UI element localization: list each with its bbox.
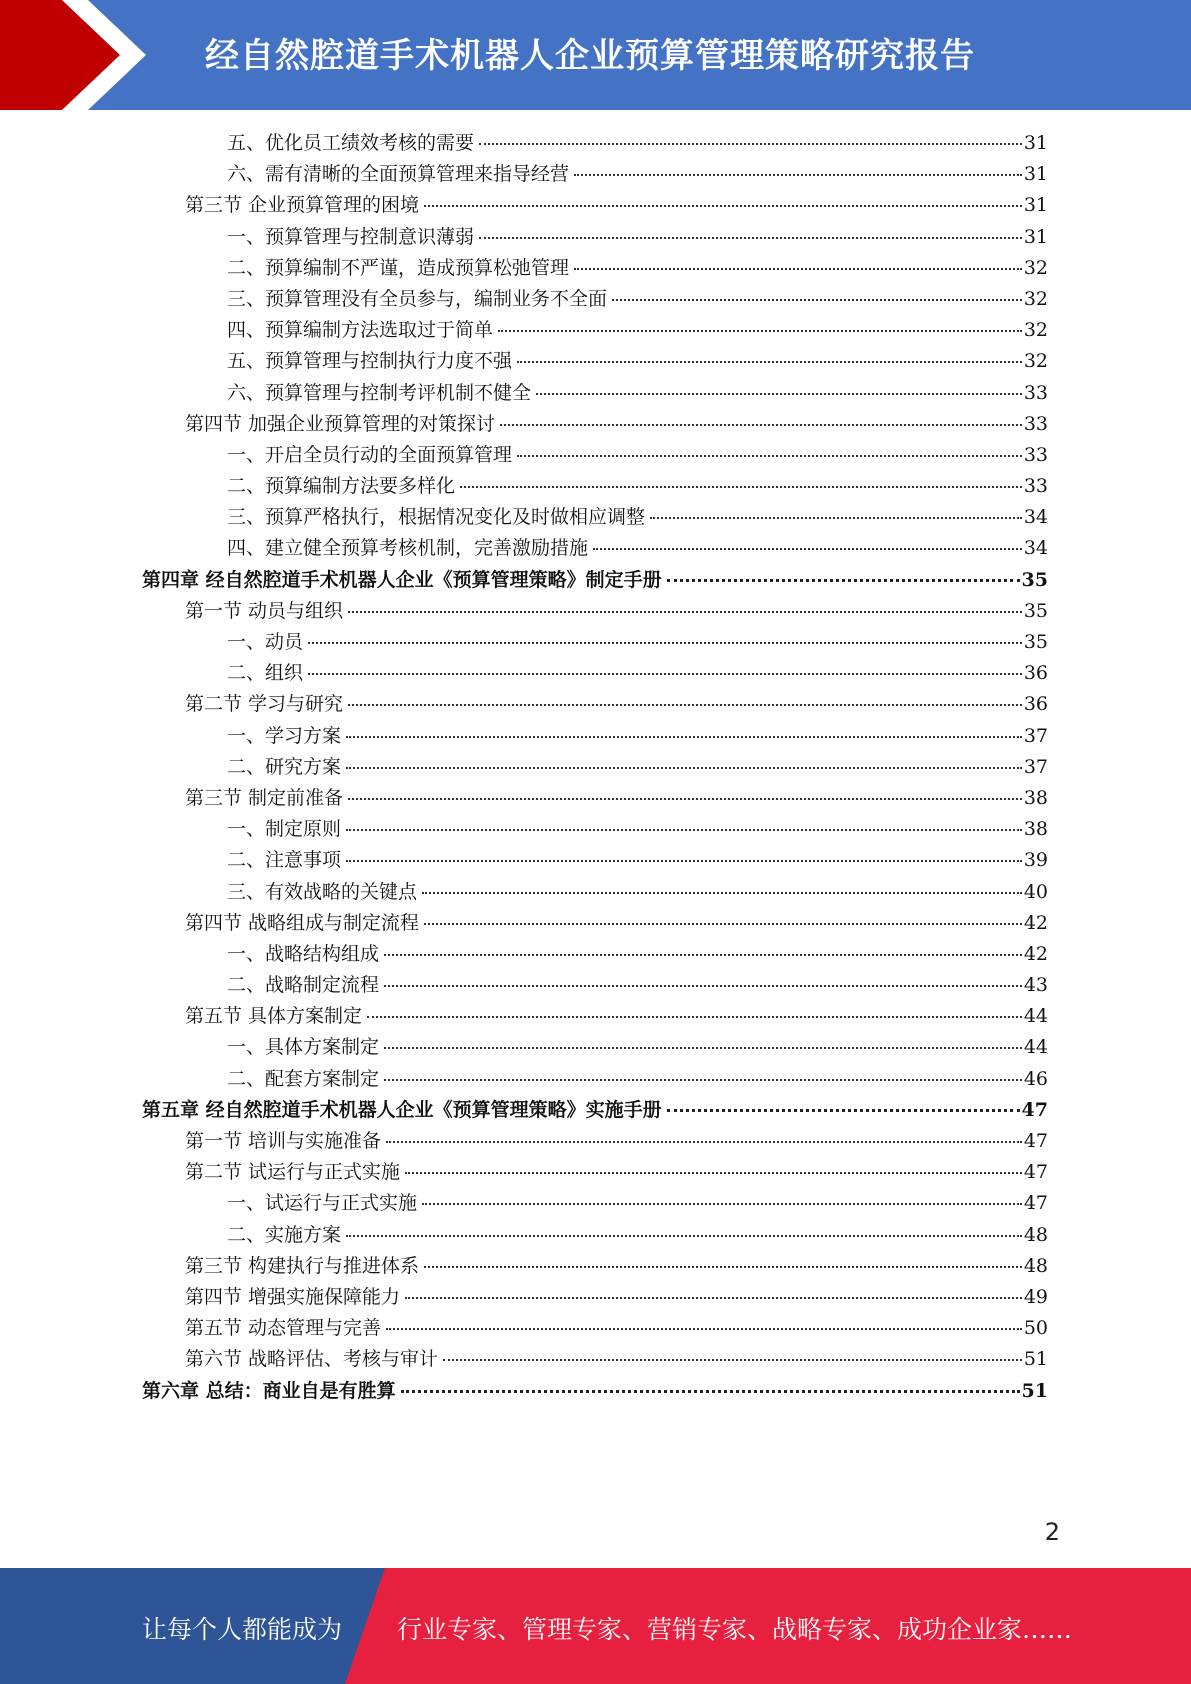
header-chevron-decoration <box>0 0 150 110</box>
toc-entry-title: 一、预算管理与控制意识薄弱 <box>227 225 475 248</box>
toc-entry[interactable] <box>142 128 1048 159</box>
toc-entry-title: 一、试运行与正式实施 <box>227 1192 418 1215</box>
toc-entry-page: 37 <box>1023 755 1048 778</box>
toc-entry-title: 二、战略制定流程 <box>227 974 380 997</box>
toc-entry-page: 33 <box>1023 412 1048 435</box>
toc-dot-leader <box>424 1266 1022 1268</box>
toc-entry-title: 五、预算管理与控制执行力度不强 <box>227 350 513 373</box>
toc-entry-title: 第三节 制定前准备 <box>185 786 344 809</box>
toc-entry-page: 50 <box>1023 1317 1048 1340</box>
toc-dot-leader <box>348 611 1022 613</box>
toc-entry-page: 32 <box>1023 319 1048 342</box>
toc-entry[interactable] <box>142 1001 1048 1032</box>
toc-entry-title: 二、预算编制不严谨，造成预算松弛管理 <box>227 256 570 279</box>
toc-entry-page: 47 <box>1021 1098 1048 1121</box>
toc-dot-leader <box>367 1016 1022 1018</box>
toc-entry-page: 35 <box>1023 599 1048 622</box>
toc-entry-title: 四、预算编制方法选取过于简单 <box>227 319 494 342</box>
toc-dot-leader <box>346 860 1022 862</box>
toc-entry-title: 第六节 战略评估、考核与审计 <box>185 1348 439 1371</box>
toc-entry-page: 47 <box>1023 1161 1048 1184</box>
toc-dot-leader <box>424 923 1022 925</box>
toc-entry-title: 二、研究方案 <box>227 755 342 778</box>
toc-entry[interactable] <box>142 471 1048 502</box>
toc-entry-page: 42 <box>1023 942 1048 965</box>
toc-entry-title: 第二节 学习与研究 <box>185 693 344 716</box>
toc-dot-leader <box>667 1109 1020 1112</box>
toc-dot-leader <box>384 1047 1022 1049</box>
toc-entry[interactable] <box>142 627 1048 658</box>
toc-entry[interactable] <box>142 939 1048 970</box>
toc-dot-leader <box>346 1235 1022 1237</box>
toc-dot-leader <box>500 424 1022 426</box>
toc-entry[interactable] <box>142 378 1048 409</box>
toc-dot-leader <box>593 548 1022 550</box>
toc-entry[interactable] <box>142 845 1048 876</box>
toc-entry-page: 34 <box>1023 506 1048 529</box>
toc-entry-page: 48 <box>1023 1223 1048 1246</box>
toc-entry-page: 38 <box>1023 818 1048 841</box>
toc-entry[interactable] <box>142 565 1048 596</box>
toc-entry-page: 31 <box>1023 132 1048 154</box>
toc-entry[interactable] <box>142 533 1048 564</box>
toc-entry[interactable] <box>142 783 1048 814</box>
toc-dot-leader <box>517 455 1022 457</box>
footer-slogan-right: 行业专家、管理专家、营销专家、战略专家、成功企业家…… <box>397 1615 1073 1644</box>
toc-dot-leader <box>401 1390 1020 1393</box>
toc-dot-leader <box>479 143 1022 145</box>
toc-entry-title: 第四节 增强实施保障能力 <box>185 1285 401 1308</box>
page-number: 2 <box>1044 1518 1060 1546</box>
table-of-contents <box>142 128 1048 1407</box>
toc-entry-title: 一、战略结构组成 <box>227 942 380 965</box>
toc-dot-leader <box>667 579 1020 582</box>
toc-entry-title: 第一节 动员与组织 <box>185 599 344 622</box>
toc-entry-title: 四、建立健全预算考核机制，完善激励措施 <box>227 537 589 560</box>
toc-entry-page: 47 <box>1023 1130 1048 1152</box>
toc-entry-title: 六、预算管理与控制考评机制不健全 <box>227 381 532 404</box>
document-title: 经自然腔道手术机器人企业预算管理策略研究报告 <box>205 36 975 76</box>
toc-entry-title: 第五节 具体方案制定 <box>185 1005 363 1028</box>
toc-entry[interactable] <box>142 1344 1048 1375</box>
page-footer <box>0 1568 1191 1684</box>
toc-entry[interactable] <box>142 1064 1048 1095</box>
toc-dot-leader <box>479 237 1022 239</box>
toc-entry-page: 51 <box>1023 1348 1048 1371</box>
toc-dot-leader <box>308 673 1022 675</box>
toc-entry-page: 32 <box>1023 256 1048 279</box>
toc-dot-leader <box>422 1203 1022 1205</box>
toc-entry-page: 44 <box>1023 1005 1048 1028</box>
toc-dot-leader <box>517 361 1022 363</box>
toc-entry[interactable] <box>142 440 1048 471</box>
toc-entry-page: 49 <box>1023 1285 1048 1308</box>
toc-entry-title: 三、预算管理没有全员参与，编制业务不全面 <box>227 287 608 310</box>
toc-entry-page: 31 <box>1023 225 1048 248</box>
toc-entry-page: 47 <box>1023 1192 1048 1215</box>
toc-entry[interactable] <box>142 253 1048 284</box>
toc-entry-page: 36 <box>1023 662 1048 685</box>
toc-entry-page: 31 <box>1023 194 1048 217</box>
toc-entry[interactable] <box>142 222 1048 253</box>
toc-entry[interactable] <box>142 502 1048 533</box>
toc-dot-leader <box>422 892 1022 894</box>
toc-entry[interactable] <box>142 1126 1048 1157</box>
toc-entry-title: 六、需有清晰的全面预算管理来指导经营 <box>227 163 570 186</box>
toc-entry[interactable] <box>142 596 1048 627</box>
toc-entry-page: 31 <box>1023 163 1048 186</box>
toc-entry-page: 33 <box>1023 443 1048 466</box>
toc-entry-title: 一、具体方案制定 <box>227 1036 380 1059</box>
toc-dot-leader <box>348 798 1022 800</box>
toc-entry[interactable] <box>142 1157 1048 1188</box>
toc-entry-title: 第五节 动态管理与完善 <box>185 1317 382 1340</box>
toc-entry[interactable] <box>142 658 1048 689</box>
toc-dot-leader <box>308 642 1022 644</box>
toc-entry-page: 39 <box>1023 849 1048 872</box>
toc-entry-page: 33 <box>1023 381 1048 404</box>
toc-entry-title: 第二节 试运行与正式实施 <box>185 1161 401 1184</box>
toc-entry-page: 37 <box>1023 724 1048 747</box>
toc-dot-leader <box>346 767 1022 769</box>
toc-dot-leader <box>424 205 1022 207</box>
toc-entry-page: 32 <box>1023 350 1048 373</box>
toc-dot-leader <box>405 1172 1022 1174</box>
toc-dot-leader <box>650 517 1022 519</box>
toc-entry-title: 二、配套方案制定 <box>227 1067 380 1090</box>
toc-entry-title: 五、优化员工绩效考核的需要 <box>227 132 475 154</box>
toc-entry-title: 一、动员 <box>227 631 304 653</box>
toc-entry-page: 36 <box>1023 693 1048 716</box>
toc-entry[interactable] <box>142 1376 1048 1407</box>
toc-dot-leader <box>346 736 1022 738</box>
toc-entry-title: 第三节 企业预算管理的困境 <box>185 194 420 217</box>
toc-entry[interactable] <box>142 409 1048 440</box>
toc-entry-title: 第四章 经自然腔道手术机器人企业《预算管理策略》制定手册 <box>142 568 662 591</box>
toc-entry-page: 46 <box>1023 1067 1048 1090</box>
toc-entry-title: 第四节 加强企业预算管理的对策探讨 <box>185 412 496 435</box>
toc-dot-leader <box>346 829 1022 831</box>
toc-entry[interactable] <box>142 159 1048 190</box>
toc-entry-page: 33 <box>1023 475 1048 498</box>
toc-entry-title: 一、开启全员行动的全面预算管理 <box>227 443 513 466</box>
toc-entry[interactable] <box>142 190 1048 221</box>
toc-entry-page: 44 <box>1023 1036 1048 1059</box>
toc-entry[interactable] <box>142 315 1048 346</box>
toc-entry[interactable] <box>142 1188 1048 1219</box>
toc-entry-title: 一、制定原则 <box>227 818 342 841</box>
toc-dot-leader <box>574 268 1022 270</box>
toc-dot-leader <box>348 704 1022 706</box>
toc-entry[interactable] <box>142 970 1048 1001</box>
toc-entry-page: 32 <box>1023 287 1048 310</box>
toc-entry-title: 二、实施方案 <box>227 1223 342 1246</box>
toc-entry-page: 42 <box>1023 911 1048 934</box>
toc-entry[interactable] <box>142 752 1048 783</box>
toc-entry[interactable] <box>142 1313 1048 1344</box>
toc-entry[interactable] <box>142 1095 1048 1126</box>
toc-entry[interactable] <box>142 814 1048 845</box>
toc-entry[interactable] <box>142 1032 1048 1063</box>
toc-entry-title: 第三节 构建执行与推进体系 <box>185 1254 420 1277</box>
toc-dot-leader <box>612 299 1022 301</box>
toc-entry-title: 二、预算编制方法要多样化 <box>227 475 456 498</box>
toc-dot-leader <box>384 954 1022 956</box>
toc-entry-page: 38 <box>1023 786 1048 809</box>
toc-entry[interactable] <box>142 346 1048 377</box>
toc-entry[interactable] <box>142 689 1048 720</box>
toc-entry-page: 51 <box>1021 1379 1048 1402</box>
toc-dot-leader <box>574 174 1022 176</box>
toc-dot-leader <box>443 1359 1022 1361</box>
toc-entry[interactable] <box>142 877 1048 908</box>
toc-entry-title: 第五章 经自然腔道手术机器人企业《预算管理策略》实施手册 <box>142 1098 662 1121</box>
toc-entry-title: 二、注意事项 <box>227 849 342 872</box>
toc-dot-leader <box>498 330 1022 332</box>
toc-entry[interactable] <box>142 1220 1048 1251</box>
toc-entry-title: 第四节 战略组成与制定流程 <box>185 911 420 934</box>
toc-dot-leader <box>460 486 1022 488</box>
toc-entry[interactable] <box>142 721 1048 752</box>
toc-entry-page: 34 <box>1023 537 1048 560</box>
toc-entry-title: 第一节 培训与实施准备 <box>185 1130 382 1152</box>
toc-entry[interactable] <box>142 1282 1048 1313</box>
toc-entry-page: 48 <box>1023 1254 1048 1277</box>
toc-entry-title: 二、组织 <box>227 662 304 685</box>
toc-dot-leader <box>386 1141 1022 1143</box>
toc-dot-leader <box>384 1079 1022 1081</box>
toc-entry[interactable] <box>142 284 1048 315</box>
toc-entry-page: 35 <box>1023 631 1048 653</box>
toc-dot-leader <box>384 985 1022 987</box>
toc-entry-page: 35 <box>1021 568 1048 591</box>
toc-entry-page: 40 <box>1023 880 1048 903</box>
toc-entry-title: 三、预算严格执行，根据情况变化及时做相应调整 <box>227 506 646 529</box>
toc-entry[interactable] <box>142 908 1048 939</box>
page-header <box>0 0 1191 110</box>
footer-slogan-left: 让每个人都能成为 <box>142 1615 343 1644</box>
toc-entry-title: 第六章 总结：商业自是有胜算 <box>142 1379 396 1402</box>
toc-dot-leader <box>405 1297 1022 1299</box>
toc-entry[interactable] <box>142 1251 1048 1282</box>
toc-entry-title: 一、学习方案 <box>227 724 342 747</box>
toc-dot-leader <box>536 393 1022 395</box>
toc-dot-leader <box>386 1328 1022 1330</box>
toc-entry-title: 三、有效战略的关键点 <box>227 880 418 903</box>
toc-entry-page: 43 <box>1023 974 1048 997</box>
